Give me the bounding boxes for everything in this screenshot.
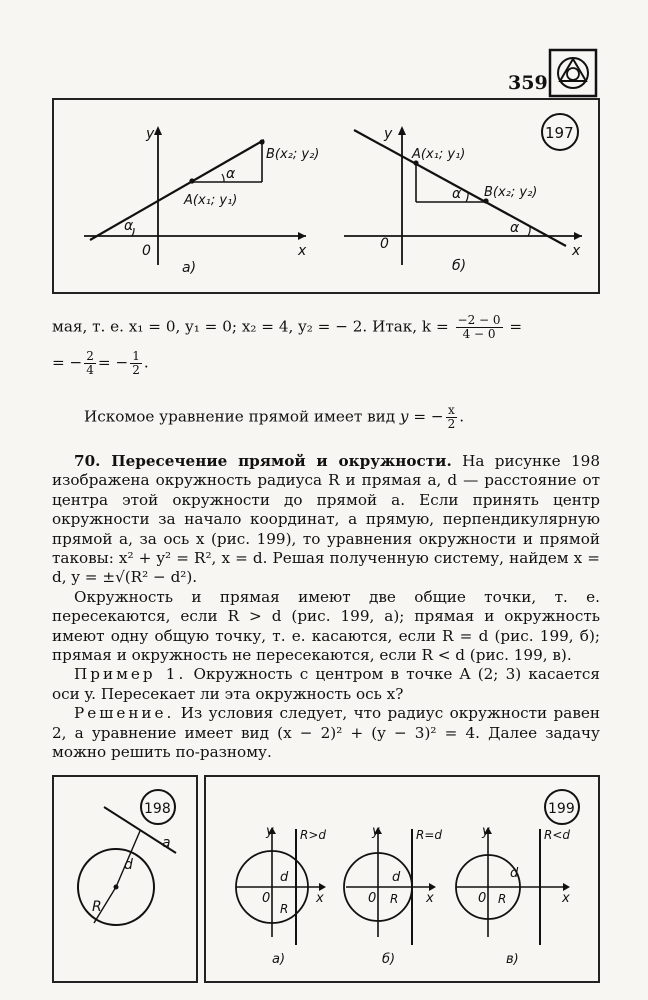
svg-text:R: R [280, 902, 289, 916]
alpha-label: α [124, 218, 134, 234]
origin-label: 0 [142, 243, 151, 259]
figure-199-panel-a [236, 824, 326, 967]
formula-line-1: мая, т. е. x₁ = 0, y₁ = 0; x₂ = 4, y₂ = − 2. Итак, k = $\frac{-2 - 0}{4 - 0}$ = [52, 313, 523, 341]
figure-number: 198 [144, 801, 171, 817]
paragraph-2: Окружность и прямая имеют две общие точки, т. е. пересекаются, если R > d (рис. 199, а); прямая и окружность имеют одну общую точку, т. е. касаются, если R = d (рис. 199, б); прямая и окружность не пересекаются, если R < d (рис. 199, в). [52, 587, 600, 665]
svg-text:y: y [482, 824, 490, 839]
fraction-k: $\frac{-2 - 0}{4 - 0}$ [457, 313, 501, 341]
fraction: $\frac{2}{4}$ [86, 349, 94, 377]
figure-198 [52, 775, 198, 983]
svg-text:d: d [510, 866, 519, 881]
example-label: Пример 1. [74, 665, 187, 684]
svg-text:d: d [392, 870, 401, 885]
figure-199 [204, 775, 600, 983]
caption: a) [272, 952, 286, 967]
fraction: $\frac{1}{2}$ [132, 349, 140, 377]
figure-197 [52, 98, 600, 294]
solution-label: Решение. [74, 704, 175, 723]
svg-text:0: 0 [368, 891, 377, 906]
svg-text:x: x [316, 891, 324, 906]
relation-label: R<d [544, 828, 571, 842]
svg-text:R: R [498, 892, 507, 906]
svg-text:0: 0 [478, 891, 487, 906]
svg-text:0: 0 [262, 891, 271, 906]
figure-number: 197 [545, 124, 574, 142]
example-text: Окружность с центром в точке A (2; 3) касается оси y. Пересекает ли эта окружность ось x? [52, 665, 600, 703]
formula-text: мая, т. е. x₁ = 0, y₁ = 0; x₂ = 4, y₂ = − 2. Итак, k = [52, 317, 449, 336]
fraction: $\frac{x}{2}$ [447, 403, 456, 431]
x-axis-label: x [572, 243, 581, 259]
equation-line: Искомое уравнение прямой имеет вид y = − $\frac{x}{2}$ . [84, 403, 465, 431]
line-a-label: a [162, 835, 171, 851]
point-b-label: B(x₂; y₂) [484, 185, 538, 200]
solution-text: Из условия следует, что радиус окружности равен 2, а уравнение имеет вид (x − 2)² + (y − 3)² = 4. Далее задачу можно решить по-разному. [52, 704, 600, 762]
section-70 [52, 452, 600, 763]
formula-line-2: = − $\frac{2}{4}$ = − $\frac{1}{2}$ . [52, 349, 149, 377]
alpha-label: α [510, 220, 520, 236]
relation-label: R=d [416, 828, 443, 842]
caption: в) [506, 952, 519, 967]
origin-label: 0 [380, 236, 389, 252]
caption-a: a) [182, 260, 197, 276]
page-number: 359 [508, 72, 548, 94]
caption-b: б) [452, 258, 467, 274]
y-axis-label: y [384, 126, 393, 142]
svg-text:y: y [266, 824, 274, 839]
distance-d-label: d [124, 857, 133, 873]
svg-text:d: d [280, 870, 289, 885]
book-logo-icon [548, 48, 598, 98]
svg-text:x: x [562, 891, 570, 906]
point-a-label: A(x₁; y₁) [412, 147, 466, 162]
section-title: 70. Пересечение прямой и окружности. [74, 452, 452, 470]
section-text: На рисунке 198 изображена окружность радиуса R и прямая a, d — расстояние от центра этой окружности до прямой a. Если принять центр окружности за начало координат, а прямую, перпендикулярную прямой a, за ось x (рис. 199), то уравнения окружности и прямой таковы: x² + y² = R², x = d. Решая полученную систему, найдем x = d, y = ±√(R² − d²). [52, 452, 600, 587]
svg-text:R: R [390, 892, 399, 906]
point-a-label: A(x₁; y₁) [184, 193, 238, 208]
y-axis-label: y [146, 126, 155, 142]
caption: б) [382, 952, 396, 967]
alpha-label: α [452, 186, 462, 202]
point-b-label: B(x₂; y₂) [266, 147, 320, 162]
figure-197-panel-b [344, 126, 582, 274]
svg-text:y: y [372, 824, 380, 839]
alpha-label: α [226, 166, 236, 182]
figure-199-panel-c [456, 824, 570, 967]
figure-197-panel-a [84, 126, 319, 276]
relation-label: R>d [300, 828, 327, 842]
x-axis-label: x [298, 243, 307, 259]
figure-199-panel-b [344, 824, 442, 967]
svg-text:x: x [426, 891, 434, 906]
radius-r-label: R [92, 899, 102, 915]
figure-number: 199 [548, 801, 575, 817]
